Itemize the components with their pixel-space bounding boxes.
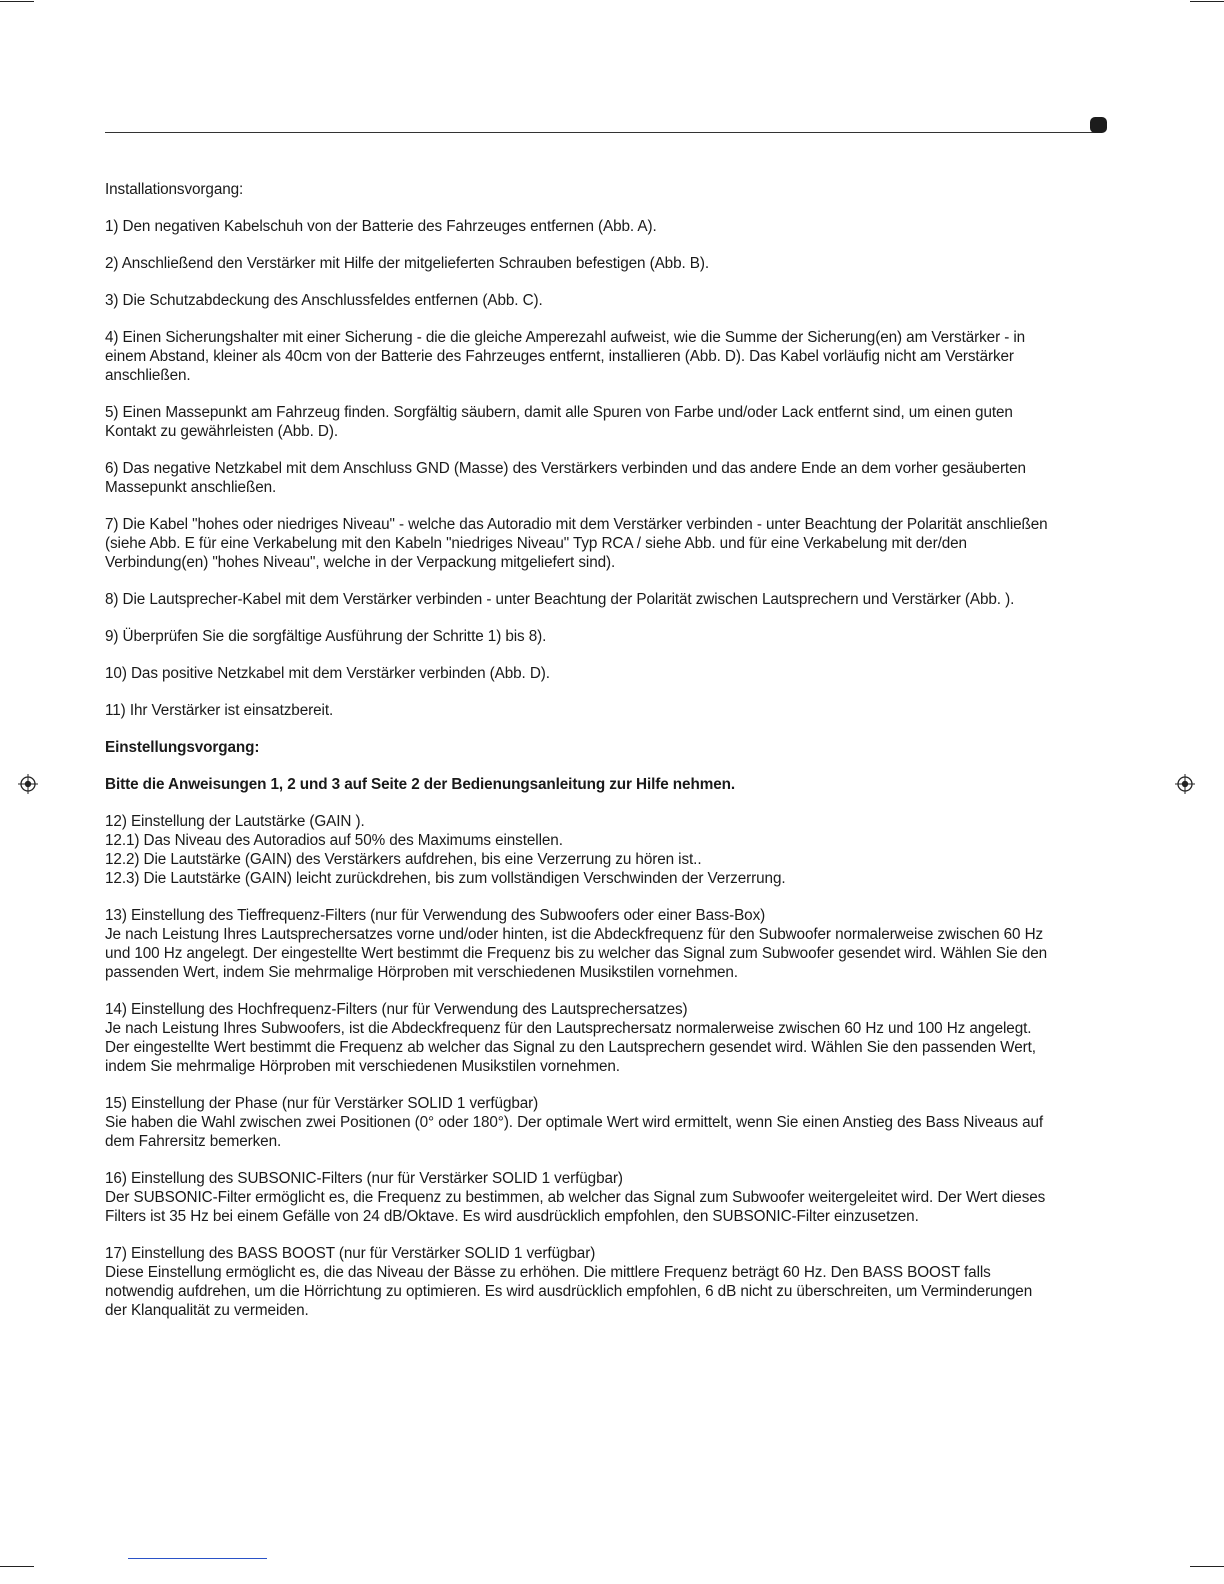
- paragraph: 17) Einstellung des BASS BOOST (nur für Verstärker SOLID 1 verfügbar) Diese Einstellung ermöglicht es, die das Niveau der Bässe zu erhöhen. Die mittlere Frequenz beträgt 60 Hz. Den BASS BOOST falls notwendig aufdrehen, um die Hörrichtung zu optimieren. Es wird ausdrücklich empfohlen, 6 dB nicht zu überschreiten, um Verminderungen der Klanqualität zu vermeiden.: [105, 1245, 1033, 1319]
- crop-mark-top-right: [1190, 1, 1224, 2]
- section-heading: Installationsvorgang:: [105, 181, 244, 198]
- paragraph: 10) Das positive Netzkabel mit dem Verstärker verbinden (Abb. D).: [105, 665, 550, 682]
- paragraph: 4) Einen Sicherungshalter mit einer Sicherung - die die gleiche Amperezahl aufweist, wie die Summe der Sicherung(en) am Verstärker - in einem Abstand, kleiner als 40cm von der Batterie des Fahrzeuges entfernt, installieren (Abb. D). Das Kabel vorläufig nicht am Verstärker anschließen.: [105, 329, 1026, 384]
- paragraph: 12) Einstellung der Lautstärke (GAIN ). 12.1) Das Niveau des Autoradios auf 50% des Maximums einstellen. 12.2) Die Lautstärke (GAIN) des Verstärkers aufdrehen, bis eine Verzerrung zu hören ist.. 12.3) Die Lautstärke (GAIN) leicht zurückdrehen, bis zum vollständigen Verschwinden der Verzerrung.: [105, 813, 786, 887]
- section-heading: Einstellungsvorgang:: [105, 739, 260, 756]
- paragraph: 15) Einstellung der Phase (nur für Verstärker SOLID 1 verfügbar) Sie haben die Wahl zwischen zwei Positionen (0° oder 180°). Der optimale Wert wird ermittelt, wenn Sie einen Anstieg des Bass Niveaus auf dem Fahrersitz bemerken.: [105, 1095, 1044, 1150]
- footer-line: [128, 1558, 267, 1559]
- paragraph: 16) Einstellung des SUBSONIC-Filters (nur für Verstärker SOLID 1 verfügbar) Der SUBSONIC-Filter ermöglicht es, die Frequenz zu bestimmen, ab welcher das Signal zum Subwoofer weitergeleitet wird. Der Wert dieses Filters ist 35 Hz bei einem Gefälle von 24 dB/Oktave. Es wird ausdrücklich empfohlen, den SUBSONIC-Filter einzusetzen.: [105, 1170, 1046, 1225]
- paragraph: 5) Einen Massepunkt am Fahrzeug finden. Sorgfältig säubern, damit alle Spuren von Farbe und/oder Lack entfernt sind, um einen guten Kontakt zu gewährleisten (Abb. D).: [105, 404, 1013, 440]
- paragraph: 14) Einstellung des Hochfrequenz-Filters (nur für Verwendung des Lautsprechersatzes) Je nach Leistung Ihres Subwoofers, ist die Abdeckfrequenz für den Lautsprechersatz normalerweise zwischen 60 Hz und 100 Hz angelegt. Der eingestellte Wert bestimmt die Frequenz ab welcher das Signal zu den Lautsprechern gesendet wird. Wählen Sie den passenden Wert, indem Sie mehrmalige Hörproben mit verschiedenen Musikstilen vornehmen.: [105, 1001, 1036, 1075]
- crop-mark-top-left: [0, 1, 34, 2]
- header-rule: [105, 132, 1095, 133]
- paragraph: 2) Anschließend den Verstärker mit Hilfe der mitgelieferten Schrauben befestigen (Abb. B).: [105, 255, 710, 272]
- page-tab-marker: [1090, 117, 1107, 133]
- paragraph: 1) Den negativen Kabelschuh von der Batterie des Fahrzeuges entfernen (Abb. A).: [105, 218, 657, 235]
- paragraph: 6) Das negative Netzkabel mit dem Anschluss GND (Masse) des Verstärkers verbinden und das andere Ende an dem vorher gesäuberten Massepunkt anschließen.: [105, 460, 1026, 496]
- paragraph: 13) Einstellung des Tieffrequenz-Filters (nur für Verwendung des Subwoofers oder einer Bass-Box) Je nach Leistung Ihres Lautsprechersatzes vorne und/oder hinten, ist die Abdeckfrequenz für den Subwoofer normalerweise zwischen 60 Hz und 100 Hz angelegt. Der eingestellte Wert bestimmt die Frequenz bis zu welcher das Signal zum Subwoofer gesendet wird. Wählen Sie den passenden Wert, indem Sie mehrmalige Hörproben mit verschiedenen Musikstilen vornehmen.: [105, 907, 1048, 981]
- crop-mark-bottom-left: [0, 1566, 34, 1567]
- paragraph: 11) Ihr Verstärker ist einsatzbereit.: [105, 702, 334, 719]
- paragraph: 3) Die Schutzabdeckung des Anschlussfeldes entfernen (Abb. C).: [105, 292, 543, 309]
- instruction-note: Bitte die Anweisungen 1, 2 und 3 auf Seite 2 der Bedienungsanleitung zur Hilfe nehmen.: [105, 776, 736, 793]
- paragraph: 7) Die Kabel "hohes oder niedriges Niveau" - welche das Autoradio mit dem Verstärker verbinden - unter Beachtung der Polarität anschließen (siehe Abb. E für eine Verkabelung mit den Kabeln "niedriges Niveau" Typ RCA / siehe Abb. und für eine Verkabelung mit der/den Verbindung(en) "hohes Niveau", welche in der Verpackung mitgeliefert sind).: [105, 516, 1048, 571]
- document-body: [105, 180, 1050, 1338]
- crop-mark-bottom-right: [1190, 1566, 1224, 1567]
- paragraph: 9) Überprüfen Sie die sorgfältige Ausführung der Schritte 1) bis 8).: [105, 628, 547, 645]
- paragraph: 8) Die Lautsprecher-Kabel mit dem Verstärker verbinden - unter Beachtung der Polarität zwischen Lautsprechern und Verstärker (Abb. ).: [105, 591, 1015, 608]
- registration-mark-right-icon: [1174, 773, 1196, 795]
- registration-mark-left-icon: [17, 773, 39, 795]
